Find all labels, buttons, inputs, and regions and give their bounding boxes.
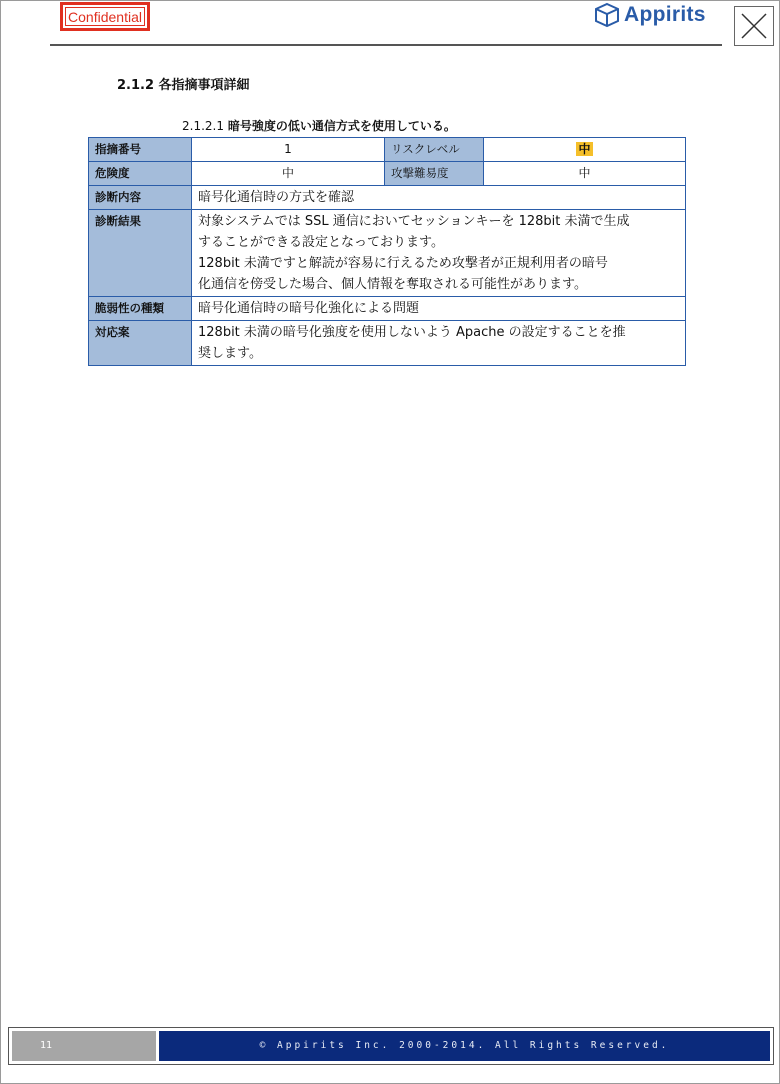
diagnosis-content-label: 診断内容 [89, 186, 192, 210]
finding-detail-table [88, 137, 686, 366]
table-row [89, 186, 686, 210]
text-line: 対象システムでは SSL 通信においてセッションキーを 128bit 未満で生成 [198, 214, 630, 229]
confidential-label: Confidential [65, 7, 145, 26]
table-row [89, 162, 686, 186]
page-footer [8, 1027, 774, 1065]
table-row [89, 297, 686, 321]
text-line: 奨します。 [198, 346, 262, 361]
severity-label: 危険度 [89, 162, 192, 186]
cube-logo-icon [594, 2, 620, 28]
text-line: 128bit 未満ですと解読が容易に行えるため攻撃者が正規利用者の暗号 [198, 256, 608, 271]
text-line: することができる設定となっております。 [198, 235, 444, 250]
diagnosis-result-label: 診断結果 [89, 210, 192, 297]
attack-difficulty-value: 中 [484, 162, 686, 186]
countermeasure-label: 対応案 [89, 321, 192, 366]
text-line: 化通信を傍受した場合、個人情報を奪取される可能性があります。 [198, 277, 587, 292]
severity-value: 中 [192, 162, 385, 186]
confidential-stamp [60, 2, 150, 31]
diagnosis-result-value [192, 210, 686, 297]
table-row [89, 138, 686, 162]
table-row [89, 321, 686, 366]
risk-level-label: リスクレベル [385, 138, 484, 162]
risk-level-cell [484, 138, 686, 162]
logo-text: Appirits [624, 3, 706, 26]
diagnosis-content-value: 暗号化通信時の方式を確認 [192, 186, 686, 210]
page-number: 11 [12, 1031, 156, 1061]
table-row [89, 210, 686, 297]
header-divider [50, 44, 722, 46]
subsection-heading: 暗号強度の低い通信方式を使用している。 [227, 119, 456, 133]
copyright-text: © Appirits Inc. 2000-2014. All Rights Reserved. [159, 1031, 770, 1061]
close-icon[interactable] [735, 7, 773, 45]
text-line: 128bit 未満の暗号化強度を使用しないよう Apache の設定することを推 [198, 325, 626, 340]
company-logo [594, 0, 706, 30]
risk-level-value: 中 [578, 142, 591, 156]
section-title: 2.1.2 各指摘事項詳細 [117, 78, 250, 93]
finding-no-label: 指摘番号 [89, 138, 192, 162]
vulnerability-type-value: 暗号化通信時の暗号化強化による問題 [192, 297, 686, 321]
subsection-title [182, 117, 456, 134]
finding-no-value: 1 [192, 138, 385, 162]
vulnerability-type-label: 脆弱性の種類 [89, 297, 192, 321]
countermeasure-value [192, 321, 686, 366]
subsection-number: 2.1.2.1 [182, 119, 224, 133]
close-button[interactable] [734, 6, 774, 46]
attack-difficulty-label: 攻撃難易度 [385, 162, 484, 186]
